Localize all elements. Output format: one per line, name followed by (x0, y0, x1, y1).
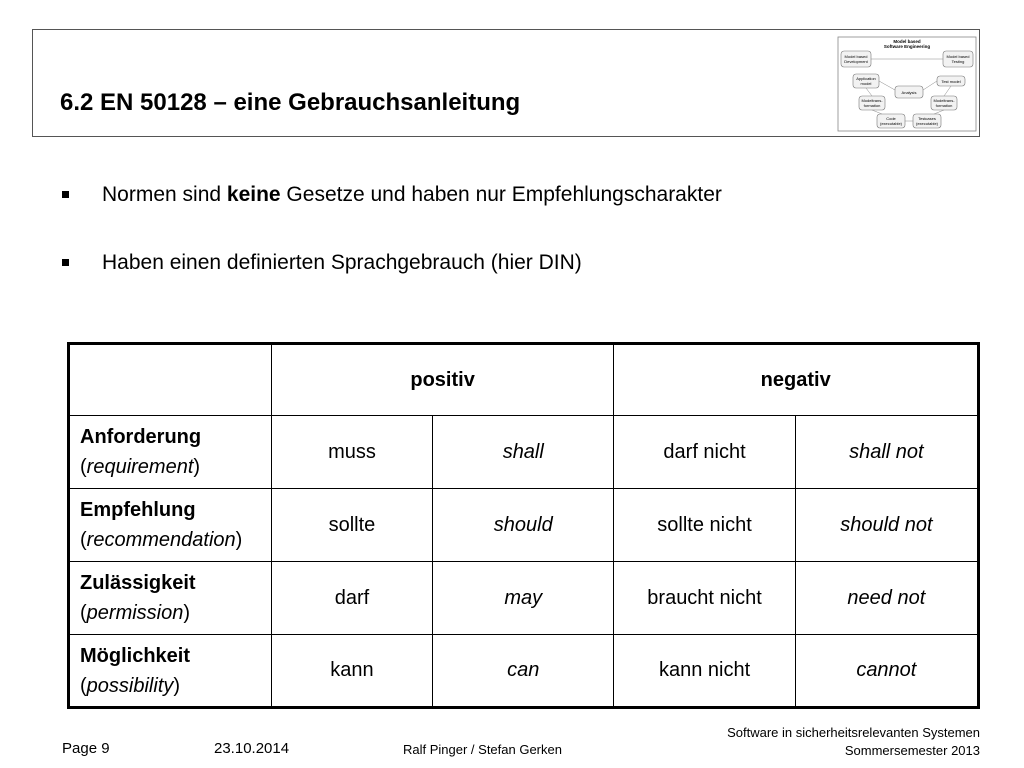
cell-negative-de: kann nicht (614, 635, 795, 708)
bullet-text-bold: keine (226, 183, 281, 206)
bullet-text: Haben einen definierten Sprachgebrauch (hier DIN) (102, 251, 582, 274)
bullet-square-icon (62, 191, 69, 198)
page-number: Page 9 (62, 740, 110, 757)
footer-course (727, 724, 980, 760)
logo-code-1: Code (886, 116, 896, 121)
logo-left-1: Model based (844, 54, 868, 59)
logo-app-1: Application (856, 76, 876, 81)
footer-course-title: Software in sicherheitsrelevanten Systemen (727, 725, 980, 740)
logo-tc-1: Testcases (918, 116, 936, 121)
logo-test-model: Test model (941, 79, 961, 84)
table-header-row (69, 344, 979, 416)
bullet-list (62, 180, 722, 316)
row-header: Empfehlung (recommendation) (69, 489, 272, 562)
cell-positive-en: may (433, 562, 614, 635)
bullet-item (62, 180, 722, 248)
footer-authors: Ralf Pinger / Stefan Gerken (403, 742, 562, 757)
table-row (69, 416, 979, 489)
logo-mt-left-1: Modeltrans- (861, 98, 883, 103)
logo-title-1: Model based (893, 39, 921, 44)
logo-mt-left-2: formation (863, 103, 881, 108)
cell-positive-en: can (433, 635, 614, 708)
bullet-square-icon (62, 259, 69, 266)
mbse-diagram-icon (837, 36, 977, 132)
cell-negative-en: shall not (795, 416, 978, 489)
logo-analysis: Analysis (901, 90, 917, 95)
logo-right-2: Testing (951, 59, 965, 64)
header-empty-cell (69, 344, 272, 416)
table-row (69, 562, 979, 635)
logo-tc-2: (executable) (915, 121, 939, 126)
title-header-box (32, 29, 980, 137)
cell-positive-de: darf (271, 562, 432, 635)
terminology-table (67, 342, 980, 709)
slide-title: 6.2 EN 50128 – eine Gebrauchsanleitung (60, 89, 521, 116)
cell-positive-de: sollte (271, 489, 432, 562)
footer-date: 23.10.2014 (214, 740, 290, 757)
cell-positive-de: kann (271, 635, 432, 708)
cell-negative-en: cannot (795, 635, 978, 708)
logo-left-2: Development (844, 59, 868, 64)
table-row (69, 635, 979, 708)
header-negative: negativ (614, 344, 979, 416)
logo-mt-right-1: Modeltrans- (933, 98, 955, 103)
cell-positive-en: shall (433, 416, 614, 489)
logo-code-2: (executable) (879, 121, 903, 126)
logo-mt-right-2: formation (935, 103, 953, 108)
logo-right-1: Model based (946, 54, 970, 59)
bullet-text-pre: Normen sind (102, 183, 227, 206)
table-row (69, 489, 979, 562)
bullet-text-post: Gesetze und haben nur Empfehlungscharakter (280, 183, 722, 206)
cell-positive-en: should (433, 489, 614, 562)
row-header: Anforderung (requirement) (69, 416, 272, 489)
row-header: Möglichkeit (possibility) (69, 635, 272, 708)
logo-title-2: Software Engineering (883, 44, 931, 49)
header-positive: positiv (271, 344, 614, 416)
row-header: Zulässigkeit (permission) (69, 562, 272, 635)
footer-semester: Sommersemester 2013 (844, 743, 980, 758)
cell-positive-de: muss (271, 416, 432, 489)
cell-negative-en: should not (795, 489, 978, 562)
cell-negative-de: sollte nicht (614, 489, 795, 562)
cell-negative-de: braucht nicht (614, 562, 795, 635)
bullet-item (62, 248, 722, 316)
logo-app-2: model (860, 81, 872, 86)
cell-negative-de: darf nicht (614, 416, 795, 489)
cell-negative-en: need not (795, 562, 978, 635)
